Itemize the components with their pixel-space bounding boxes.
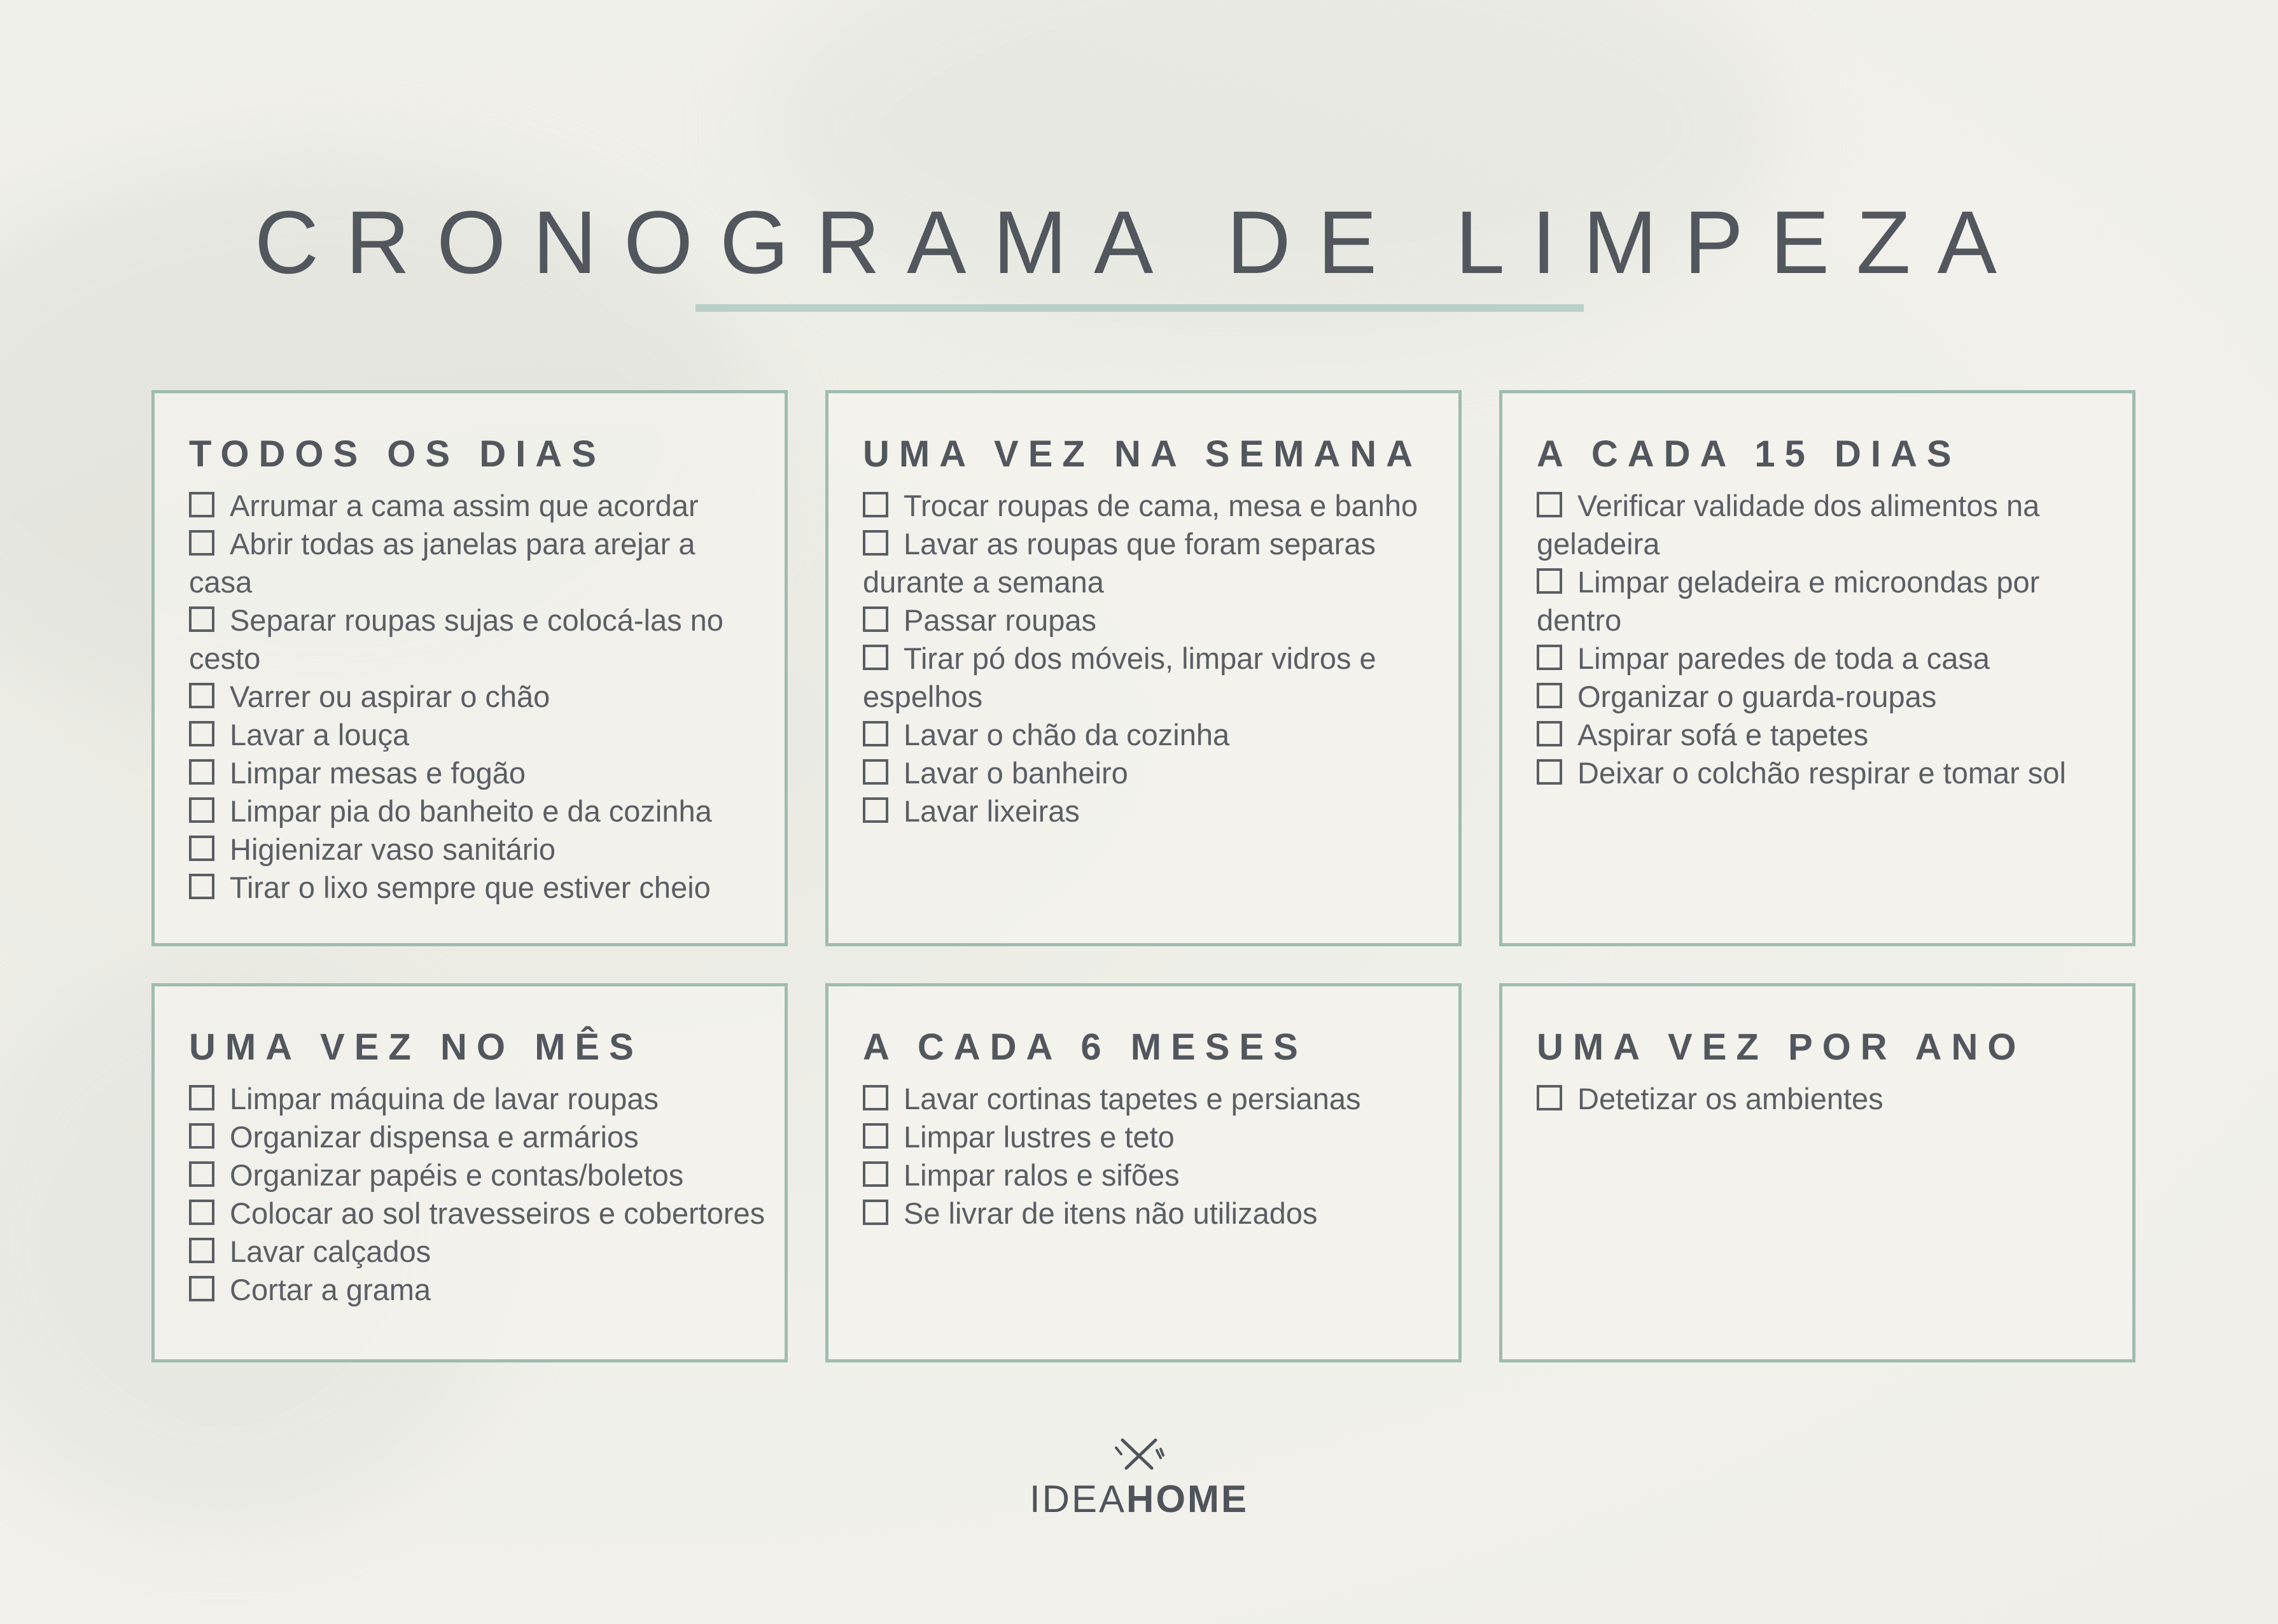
checkbox[interactable] xyxy=(189,759,214,785)
checkbox[interactable] xyxy=(189,1200,214,1225)
checklist-item xyxy=(863,601,1439,640)
checkbox[interactable] xyxy=(189,836,214,861)
item-label: Tirar o lixo sempre que estiver cheio xyxy=(230,871,711,904)
title-underline xyxy=(695,304,1584,312)
crossed-tools-icon xyxy=(1114,1435,1164,1471)
checklist-item xyxy=(1537,754,2113,792)
checkbox[interactable] xyxy=(863,492,888,517)
checklist-item xyxy=(1537,1080,2113,1118)
checkbox[interactable] xyxy=(189,683,214,708)
item-label: Tirar pó dos móveis, limpar vidros e espelhos xyxy=(863,641,1376,713)
checklist-item xyxy=(863,792,1439,830)
checkbox[interactable] xyxy=(189,1123,214,1149)
card-a-cada-6-meses xyxy=(825,983,1462,1362)
item-label: Limpar máquina de lavar roupas xyxy=(230,1082,659,1116)
item-label: Organizar o guarda-roupas xyxy=(1577,680,1937,713)
checklist-item xyxy=(1537,640,2113,678)
item-label: Limpar pia do banheito e da cozinha xyxy=(230,794,712,828)
checkbox[interactable] xyxy=(189,721,214,746)
checklist-item xyxy=(1537,716,2113,754)
checklist-item xyxy=(863,1156,1439,1194)
checklist-item xyxy=(863,716,1439,754)
item-label: Varrer ou aspirar o chão xyxy=(230,680,550,713)
item-label: Separar roupas sujas e colocá-las no cesto xyxy=(189,603,723,675)
item-label: Lavar o banheiro xyxy=(904,756,1128,790)
checkbox[interactable] xyxy=(189,606,214,632)
checklist-item xyxy=(1537,678,2113,716)
checkbox[interactable] xyxy=(189,1161,214,1187)
checkbox[interactable] xyxy=(189,1276,214,1301)
checkbox[interactable] xyxy=(189,530,214,556)
item-label: Lavar o chão da cozinha xyxy=(904,718,1230,752)
item-label: Verificar validade dos alimentos na geladeira xyxy=(1537,489,2040,561)
checkbox[interactable] xyxy=(1537,492,1562,517)
item-label: Higienizar vaso sanitário xyxy=(230,832,556,866)
checkbox[interactable] xyxy=(1537,1085,1562,1110)
checkbox[interactable] xyxy=(863,1200,888,1225)
item-label: Colocar ao sol travesseiros e cobertores xyxy=(230,1196,765,1230)
checkbox[interactable] xyxy=(1537,721,1562,746)
card-uma-vez-por-ano xyxy=(1499,983,2135,1362)
card-todos-os-dias xyxy=(151,390,788,946)
checkbox[interactable] xyxy=(863,721,888,746)
card-a-cada-15-dias xyxy=(1499,390,2135,946)
card-uma-vez-na-semana xyxy=(825,390,1462,946)
logo-wordmark xyxy=(1012,1477,1266,1521)
checklist-item xyxy=(863,1194,1439,1233)
checklist-item xyxy=(863,1118,1439,1156)
item-label: Lavar as roupas que foram separas durante a semana xyxy=(863,527,1376,599)
checklist-item xyxy=(189,830,765,869)
checklist-item xyxy=(189,1080,765,1118)
checklist-item xyxy=(189,678,765,716)
item-label: Aspirar sofá e tapetes xyxy=(1577,718,1869,752)
card-title: UMA VEZ NO MÊS xyxy=(189,1026,643,1068)
checkbox[interactable] xyxy=(863,1085,888,1110)
checklist-item xyxy=(189,792,765,830)
checklist-item xyxy=(189,869,765,907)
item-label: Organizar dispensa e armários xyxy=(230,1120,639,1154)
item-label: Deixar o colchão respirar e tomar sol xyxy=(1577,756,2066,790)
checklist-item xyxy=(863,1080,1439,1118)
checklist-item xyxy=(189,1271,765,1309)
item-label: Limpar ralos e sifões xyxy=(904,1158,1180,1192)
logo-text-light: IDEA xyxy=(1029,1478,1127,1520)
page-title: CRONOGRAMA DE LIMPEZA xyxy=(254,192,2024,292)
item-label: Lavar cortinas tapetes e persianas xyxy=(904,1082,1361,1116)
checklist-item xyxy=(189,1233,765,1271)
item-label: Limpar paredes de toda a casa xyxy=(1577,641,1990,675)
checklist-item xyxy=(189,1118,765,1156)
checklist-item xyxy=(189,525,765,601)
checkbox[interactable] xyxy=(863,645,888,670)
ideahome-logo xyxy=(1012,1435,1266,1521)
item-label: Passar roupas xyxy=(904,603,1097,637)
checklist-item xyxy=(1537,487,2113,563)
item-label: Organizar papéis e contas/boletos xyxy=(230,1158,684,1192)
item-label: Lavar lixeiras xyxy=(904,794,1080,828)
checkbox[interactable] xyxy=(189,492,214,517)
card-title: UMA VEZ POR ANO xyxy=(1537,1026,2026,1068)
card-title: A CADA 6 MESES xyxy=(863,1026,1308,1068)
checklist-item xyxy=(863,487,1439,525)
checklist-item xyxy=(1537,563,2113,640)
checkbox[interactable] xyxy=(1537,759,1562,785)
checkbox[interactable] xyxy=(1537,645,1562,670)
item-label: Lavar calçados xyxy=(230,1235,431,1268)
card-title: UMA VEZ NA SEMANA xyxy=(863,433,1423,475)
checklist-item xyxy=(863,640,1439,716)
checkbox[interactable] xyxy=(1537,568,1562,594)
item-label: Detetizar os ambientes xyxy=(1577,1082,1883,1116)
checklist-item xyxy=(189,1156,765,1194)
checklist-item xyxy=(189,487,765,525)
checklist-item xyxy=(863,754,1439,792)
checklist-item xyxy=(189,1194,765,1233)
checkbox[interactable] xyxy=(189,1238,214,1263)
checkbox[interactable] xyxy=(863,797,888,823)
checkbox[interactable] xyxy=(863,606,888,632)
item-label: Limpar mesas e fogão xyxy=(230,756,526,790)
checklist-item xyxy=(189,716,765,754)
checkbox[interactable] xyxy=(863,530,888,556)
item-label: Se livrar de itens não utilizados xyxy=(904,1196,1318,1230)
logo-text-bold: HOME xyxy=(1126,1478,1249,1520)
checklist-item xyxy=(189,754,765,792)
checklist-item xyxy=(863,525,1439,601)
checkbox[interactable] xyxy=(189,874,214,899)
card-title: A CADA 15 DIAS xyxy=(1537,433,1961,475)
checkbox[interactable] xyxy=(863,1123,888,1149)
item-label: Lavar a louça xyxy=(230,718,410,752)
item-label: Cortar a grama xyxy=(230,1273,431,1306)
item-label: Arrumar a cama assim que acordar xyxy=(230,489,699,522)
checkbox[interactable] xyxy=(189,1085,214,1110)
checklist-item xyxy=(189,601,765,678)
item-label: Abrir todas as janelas para arejar a casa xyxy=(189,527,695,599)
checkbox[interactable] xyxy=(863,1161,888,1187)
checkbox[interactable] xyxy=(863,759,888,785)
item-label: Limpar geladeira e microondas por dentro xyxy=(1537,565,2040,637)
item-label: Trocar roupas de cama, mesa e banho xyxy=(904,489,1418,522)
checkbox[interactable] xyxy=(189,797,214,823)
card-uma-vez-no-mes xyxy=(151,983,788,1362)
card-title: TODOS OS DIAS xyxy=(189,433,606,475)
item-label: Limpar lustres e teto xyxy=(904,1120,1175,1154)
checkbox[interactable] xyxy=(1537,683,1562,708)
background-shadow xyxy=(764,0,1782,350)
